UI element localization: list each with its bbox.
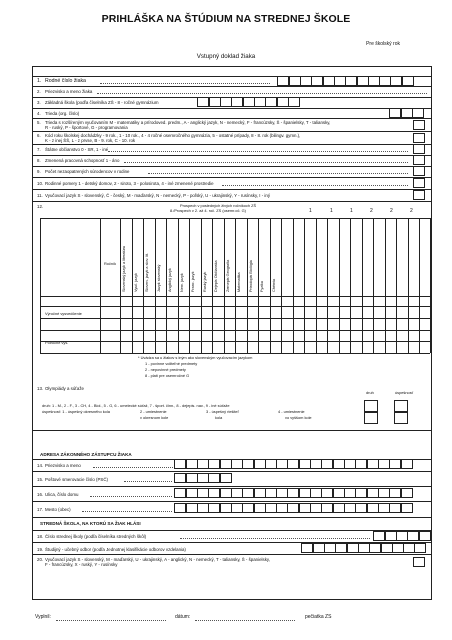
olympiad-legend-success: úspešnosť: 1 - úspešný okresného kola (42, 409, 110, 414)
city-boxes[interactable] (175, 503, 413, 513)
olympiad-legend-3: 3 - úspešný riešiteľ (206, 409, 239, 414)
family-box[interactable] (414, 178, 425, 188)
subject-header: Franc. jazyk (191, 271, 195, 292)
legend-line: * Uvádza sa u žiakov s iným ako slovenským vyučovacím jazykom (138, 355, 253, 360)
form-subtitle: Vstupný doklad žiaka (196, 53, 256, 60)
work-capacity-box[interactable] (414, 155, 425, 165)
olympiad-legend-2b: v okresnom kole (140, 415, 169, 420)
field-family: 10. Rodinné pomery 1 - detský domov, 2 - siroto, 3 - polosirota, 4 - iné zmenené prostredie (37, 181, 214, 186)
grid-line (235, 218, 236, 353)
grid-line (40, 218, 41, 353)
footer-stamp: pečiatka ZS (305, 614, 332, 620)
legend-line: 2 - nepovinné predmety (145, 367, 186, 372)
dotted-line (124, 162, 408, 163)
grid-line (247, 218, 248, 353)
field-birth-number: 1. Rodné číslo žiaka (37, 78, 86, 84)
divider (32, 530, 432, 531)
divider (32, 108, 432, 109)
dotted-line (90, 496, 172, 497)
language-box[interactable] (414, 190, 425, 200)
grade-mark: 1 (309, 208, 312, 214)
grid-line (100, 218, 101, 353)
primary-school-boxes[interactable] (198, 97, 300, 107)
filled-by-line[interactable] (56, 620, 166, 621)
date-line[interactable] (195, 620, 295, 621)
grade-mark: 2 (390, 208, 393, 214)
school-language-box[interactable] (414, 557, 425, 567)
grid-line (362, 218, 363, 353)
divider (32, 155, 432, 156)
grid-line (281, 218, 282, 353)
form-title: PRIHLÁŠKA NA ŠTÚDIUM NA STREDNEJ ŠKOLE (101, 13, 351, 25)
grid-line (40, 353, 430, 354)
school-year-label: Pre školský rok (366, 41, 400, 47)
subject-header: Zemepis Geografia (225, 259, 230, 292)
field-school-language-cont: F - francúzsky, X - ruský, Y - rusínsky (45, 562, 118, 567)
grid-line (350, 218, 351, 353)
legend-line: 1 - povinne voliteľné predmety (145, 361, 198, 366)
grid-line (327, 218, 328, 353)
school-number-boxes[interactable] (374, 531, 431, 541)
field-class: 4. Trieda (org. číslo) (37, 111, 80, 116)
divider (32, 189, 432, 190)
street-boxes[interactable] (175, 488, 413, 498)
study-field-boxes[interactable] (302, 543, 426, 553)
grid-line (132, 218, 133, 353)
olympiad-type-box[interactable] (364, 400, 378, 412)
subject-header: Slovenský jazyk a literatúra (122, 245, 126, 292)
dotted-line (124, 481, 172, 482)
olympiad-legend-type: druh: 1 - M., 2 - F., 3 - CH, 4 - Biol., 5 - G, 6 - umelecké súťaž, 7 - šport. činn., 8 - dejepis. nav., 9 - iné súťaže (42, 403, 230, 408)
field-postcode: 15. Poštové smerovacie číslo (PSČ) (37, 477, 108, 482)
divider (32, 131, 432, 132)
olympiad-legend-4b: vo vyššom kole (285, 415, 312, 420)
field-citizenship: 7. Štátne občianstvo 0 - SR, 1 - iné (37, 147, 109, 152)
dotted-line (108, 151, 408, 152)
field-name: 2. Priezvisko a meno žiaka (37, 89, 93, 94)
divider (32, 201, 432, 202)
grade-mark: 2 (410, 208, 413, 214)
dotted-line (180, 538, 370, 539)
grades-note-2: 8./Prospech v 2. až 4. roč. ZS (osemr.oč. G) (170, 208, 246, 213)
dotted-line[interactable] (97, 93, 427, 94)
field-primary-school: 3. Základná škola (podľa číselníka ZŠ - 8 - ročné gymnázium (37, 100, 159, 105)
grid-line (396, 218, 397, 353)
field-siblings: 9. Počet nezaopatrených súrodencov v rodine (37, 169, 130, 174)
dotted-line (148, 173, 408, 174)
field-guardian-name: 14. Priezvisko a meno (37, 463, 81, 468)
grid-line (304, 218, 305, 353)
grid-line (178, 218, 179, 353)
subject-header: Jazyk slovenský (156, 264, 161, 292)
guardian-section-title: ADRESA ZÁKONNÉHO ZÁSTUPCU ŽIAKA (40, 452, 132, 457)
subject-header: Matematika (237, 272, 241, 292)
divider (32, 554, 432, 555)
subject-header: Chémia (271, 278, 276, 292)
field-extended-class: 5. Trieda s rozšíreným vyučovaním M - matematiky a prírodoved. predm., A - anglický jazyk, N - nemecký, F - francúzsky, Š - španielsky, T - taliansky, (37, 120, 331, 125)
subject-header: Vyuč. jazyk (133, 272, 138, 292)
grid-line (189, 218, 190, 353)
olympiad-type-header: druh (366, 390, 374, 395)
grid-line (408, 218, 409, 353)
dotted-line (222, 185, 408, 186)
grid-line (270, 218, 271, 353)
siblings-box[interactable] (414, 166, 425, 176)
divider (32, 86, 432, 87)
olympiad-legend-2: 2 - umiestnenie (140, 409, 167, 414)
grid-line (120, 218, 121, 353)
divider (32, 486, 432, 487)
divider (32, 501, 432, 502)
olympiad-success-box[interactable] (394, 400, 408, 412)
guardian-name-boxes[interactable] (175, 459, 413, 469)
grade-mark: 1 (350, 208, 353, 214)
grid-line (373, 218, 374, 353)
divider (32, 471, 432, 472)
grid-line (293, 218, 294, 353)
subject-header: Prírodopis Biológia (248, 260, 253, 292)
divider (32, 166, 432, 167)
olympiad-success-box[interactable] (394, 412, 408, 424)
field-attendance-code: 6. Kód roku školskej dochádzky - 9 rok., 1 - 10 rok., 4 - 4 ročné osemročného gymnázia, 5 - ostatné prípady, 8 - 8. rok (bilingv. gymn.), (37, 133, 301, 138)
legend-line: 8 - platí pre osemročné G (145, 373, 190, 378)
grid-line (143, 218, 144, 353)
grid-line (166, 218, 167, 353)
olympiad-success-header: úspešnosť (395, 390, 414, 395)
grid-line (224, 218, 225, 353)
grid-line (339, 218, 340, 353)
grade-mark: 2 (370, 208, 373, 214)
grid-line (316, 218, 317, 353)
divider (32, 430, 432, 431)
field-school-language: 20. Vyučovací jazyk S - slovenský, M - maďarský, U - ukrajinský, A - anglický, N - nemecký, T - taliansky, Š - španielsky, (37, 557, 270, 562)
divider (32, 144, 432, 145)
row-label-annual: Výročné vysvedčenie (45, 311, 82, 316)
olympiad-type-box[interactable] (364, 412, 378, 424)
subject-header: Sloven. jazyk a slov. lit. (145, 253, 149, 292)
footer-filled-by: Vyplnil: (35, 614, 51, 620)
olympiad-label: 13. Olympiády a súťaže (37, 386, 84, 391)
subject-header: Dejepis Občianska (214, 260, 218, 292)
grid-line (201, 218, 202, 353)
extended-class-box[interactable] (414, 120, 425, 130)
divider (32, 118, 432, 119)
grid-line (385, 218, 386, 353)
dotted-line (93, 467, 173, 468)
postcode-boxes[interactable] (175, 473, 232, 483)
grid-line (212, 218, 213, 353)
class-boxes[interactable] (390, 108, 424, 118)
grades-note-1: Prospech v posledných živých ročníkoch ZŠ (180, 203, 257, 208)
divider (32, 517, 432, 518)
subject-header: Nem. jazyk (179, 273, 184, 292)
subject-header: Fyzika (260, 281, 264, 292)
row-label-semester: Polročné vys. (45, 340, 69, 345)
field-study-field: 19. Študijný - učebný odbor (podľa Jednotnej klasifikácie odborov vzdelania) (37, 547, 186, 552)
field-attendance-code-cont: K - z inej ŠŠ, L - z prvse, B - 9. rok, C - 10. rok (45, 138, 136, 143)
grid-line (430, 218, 431, 353)
olympiad-legend-4: 4 - umiestnenie (278, 409, 305, 414)
dotted-line (100, 83, 270, 84)
divider (32, 177, 432, 178)
field-city: 17. Mesto (obec) (37, 507, 71, 512)
field-school-number: 18. Číslo strednej školy (podľa číselníka stredných škôl) (37, 534, 147, 539)
subject-header: Anglický jazyk (168, 268, 172, 292)
citizenship-box[interactable] (414, 144, 425, 154)
grades-number: 12. (37, 204, 44, 209)
field-extended-class-cont: R - ruský, P - športové, G - programovania (45, 125, 128, 130)
field-street: 16. Ulica, číslo domu (37, 492, 79, 497)
school-section-title: STREDNÁ ŠKOLA, NA KTORÚ SA ŽIAK HLÁSI (40, 521, 141, 526)
grid-line (155, 218, 156, 353)
olympiad-legend-3b: kola (215, 415, 223, 420)
attendance-code-box[interactable] (414, 133, 425, 143)
grid-line (258, 218, 259, 353)
grades-corner-label: Ročník (104, 261, 117, 266)
subject-header: Ruský jazyk (202, 271, 207, 292)
dotted-line (82, 511, 172, 512)
field-language: 11. Vyučovací jazyk S - slovenský, Č - český, M - maďarský, N - nemecký, P - poľský, U - ukrajinský, Y - rusínsky, I - iný (37, 193, 271, 198)
grade-mark: 1 (330, 208, 333, 214)
birth-number-boxes[interactable] (278, 76, 414, 86)
grid-line (419, 218, 420, 353)
field-work-capacity: 8. Zmenená pracovná schopnosť 1 - áno (37, 158, 120, 163)
footer-date: dátum: (175, 614, 191, 620)
